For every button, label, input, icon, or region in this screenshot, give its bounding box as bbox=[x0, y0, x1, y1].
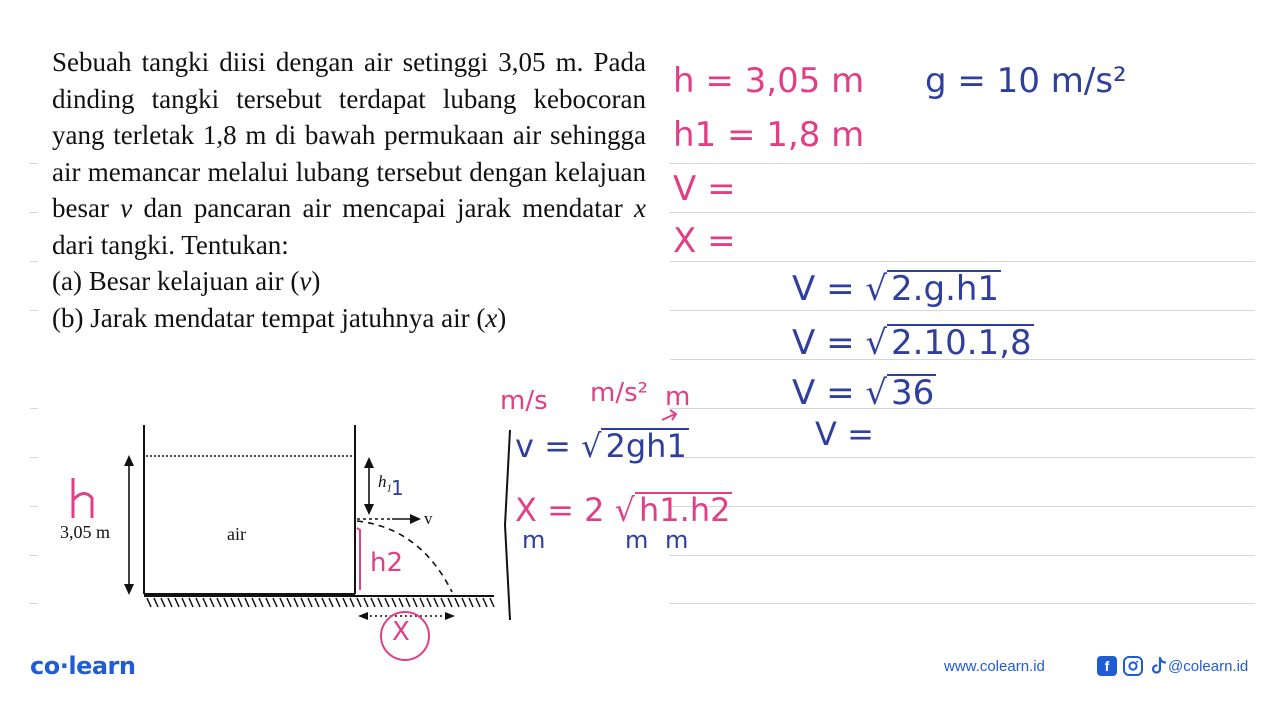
website-link[interactable]: www.colearn.id bbox=[944, 658, 1045, 675]
unit-m-b: m bbox=[625, 526, 649, 554]
var-v: v bbox=[120, 193, 133, 223]
given-g: g = 10 m/s² bbox=[925, 61, 1127, 101]
part-b-var: x bbox=[485, 302, 498, 333]
h2-bracket bbox=[357, 528, 360, 590]
unit-ms2: m/s² bbox=[590, 378, 649, 408]
height-label: 3,05 m bbox=[60, 522, 111, 542]
ask-v: V = bbox=[673, 169, 736, 209]
problem-text: Sebuah tangki diisi dengan air setinggi 3,05 m. Pada dinding tangki tersebut terdapat lubang kebocoran yang terletak 1,8 m di bawah permukaan air sehingga air memancar melalui lubang tersebut dengan kelajuan besar bbox=[52, 47, 646, 223]
part-b-text: (b) Jarak mendatar tempat jatuhnya air ( bbox=[52, 302, 486, 333]
formula-x: X = 2 √ h1.h2 bbox=[515, 491, 731, 529]
instagram-icon[interactable] bbox=[1123, 656, 1143, 676]
unit-m-a: m bbox=[522, 526, 546, 554]
water-label: air bbox=[227, 524, 246, 544]
part-a-text: (a) Besar kelajuan air ( bbox=[52, 266, 300, 296]
part-a bbox=[52, 263, 646, 300]
v-label: v bbox=[424, 509, 433, 528]
part-b-close: ) bbox=[497, 302, 507, 333]
colearn-logo[interactable]: co·learn bbox=[30, 652, 136, 680]
problem-text-end: dari tangki. Tentukan: bbox=[52, 229, 289, 260]
ask-x: X = bbox=[673, 221, 736, 261]
part-a-var: v bbox=[299, 266, 312, 296]
given-h1: h1 = 1,8 m bbox=[673, 115, 865, 155]
social-handle[interactable]: @colearn.id bbox=[1168, 658, 1249, 675]
h1-label: $h_1$ bbox=[378, 472, 392, 495]
unit-m-c: m bbox=[665, 526, 689, 554]
work-divider bbox=[505, 430, 510, 620]
unit-ms: m/s bbox=[500, 386, 548, 416]
facebook-icon[interactable]: f bbox=[1097, 656, 1117, 676]
unit-m: m bbox=[665, 382, 691, 412]
diag-h2-hw: h2 bbox=[370, 548, 404, 578]
problem-statement bbox=[52, 44, 646, 336]
diag-h1-blue: 1 bbox=[391, 476, 404, 500]
given-h: h = 3,05 m bbox=[673, 61, 865, 101]
part-a-close: ) bbox=[311, 266, 321, 296]
step-3: V = √ 36 bbox=[792, 373, 935, 413]
diag-h-stroke bbox=[73, 478, 92, 518]
problem-text-mid: dan pancaran air mencapai jarak mendatar bbox=[143, 193, 623, 223]
step-2: V = √ 2.10.1,8 bbox=[792, 323, 1032, 363]
ground-hatch bbox=[147, 598, 494, 607]
diag-x-hw: X bbox=[392, 617, 410, 647]
formula-v: v = √ 2gh1 bbox=[515, 427, 687, 465]
problem-paragraph bbox=[52, 44, 646, 263]
var-x: x bbox=[634, 193, 647, 223]
part-b bbox=[52, 300, 646, 337]
step-1: V = √ 2.g.h1 bbox=[792, 269, 1000, 309]
step-4: V = bbox=[815, 415, 874, 453]
tiktok-icon[interactable] bbox=[1149, 656, 1169, 676]
